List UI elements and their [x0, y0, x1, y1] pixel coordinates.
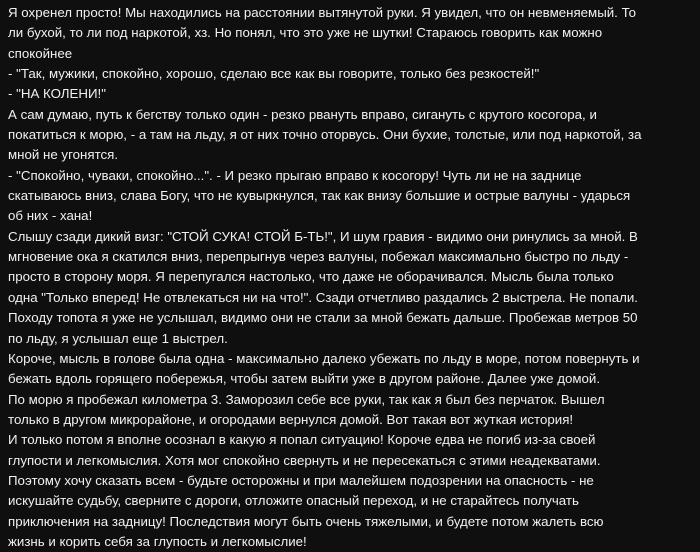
text-line: А сам думаю, путь к бегству только один - резко рвануть вправо, сигануть с крутого косогора, и: [8, 106, 597, 122]
text-line: по льду, я услышал еще 1 выстрел.: [8, 330, 228, 346]
text-line: Слышу сзади дикий визг: "СТОЙ СУКА! СТОЙ Б-ТЬ!", И шум гравия - видимо они ринулись за мной. В: [8, 228, 638, 244]
text-line: ли бухой, то ли под наркотой, хз. Но понял, что это уже не шутки! Стараюсь говорить как можно: [8, 25, 603, 41]
text-line: - "Так, мужики, спокойно, хорошо, сделаю все как вы говорите, только без резкостей!": [8, 66, 540, 82]
text-line: Короче, мысль в голове была одна - максимально далеко убежать по льду в море, потом повернуть и: [8, 350, 640, 366]
text-line: Я охренел просто! Мы находились на расстоянии вытянутой руки. Я увидел, что он невменяемый. То: [8, 5, 637, 20]
text-line: скатываюсь вниз, слава Богу, что не кувыркнулся, так как внизу большие и острые валуны - ударься: [8, 188, 631, 204]
text-line: Походу топота я уже не услышал, видимо они не стали за мной бежать дальше. Пробежав метров 50: [8, 310, 638, 326]
text-line: искушайте судьбу, сверните с дороги, отложите опасный переход, и не старайтесь получать: [8, 493, 579, 509]
text-line: - "НА КОЛЕНИ!": [8, 86, 106, 102]
text-line: - "Спокойно, чуваки, спокойно...". - И резко прыгаю вправо к косогору! Чуть ли не на заднице: [8, 167, 582, 183]
text-line: об них - хана!: [8, 208, 93, 224]
text-line: бежать вдоль горящего побережья, чтобы затем выйти уже в другом районе. Далее уже домой.: [8, 371, 601, 387]
text-line: покатиться к морю, - а там на льду, я от них точно оторвусь. Они бухие, толстые, или под наркотой, за: [8, 127, 642, 143]
text-line: мгновение ока я скатился вниз, перепрыгнув через валуны, побежал максимально быстро по льду -: [8, 249, 629, 265]
text-line: просто в сторону моря. Я перепугался настолько, что даже не оборачивался. Мысль была только: [8, 269, 614, 285]
text-line: одна "Только вперед! Не отвлекаться ни на что!". Сзади отчетливо раздались 2 выстрела. Не попали.: [8, 289, 638, 305]
text-line: По морю я пробежал километра 3. Заморозил себе все руки, так как я был без перчаток. Вышел: [8, 391, 605, 407]
text-line: жизнь и корить себя за глупость и легкомыслие!: [8, 533, 307, 549]
text-line: приключения на задницу! Последствия могут быть очень тяжелыми, и будете потом жалеть всю: [8, 513, 604, 529]
text-line: только в другом микрорайоне, и огородами вернулся домой. Вот такая вот жуткая история!: [8, 411, 574, 427]
text-line: спокойнее: [8, 45, 73, 61]
text-line: глупости и легкомыслия. Хотя мог спокойно свернуть и не пересекаться с этими неадекватами.: [8, 452, 601, 468]
text-line: И только потом я вполне осознал в какую я попал ситуацию! Короче едва не погиб из-за своей: [8, 432, 596, 448]
text-line: мной не угонятся.: [8, 147, 119, 163]
text-line: Поэтому хочу сказать всем - будьте осторожны и при малейшем подозрении на опасность - не: [8, 472, 594, 488]
